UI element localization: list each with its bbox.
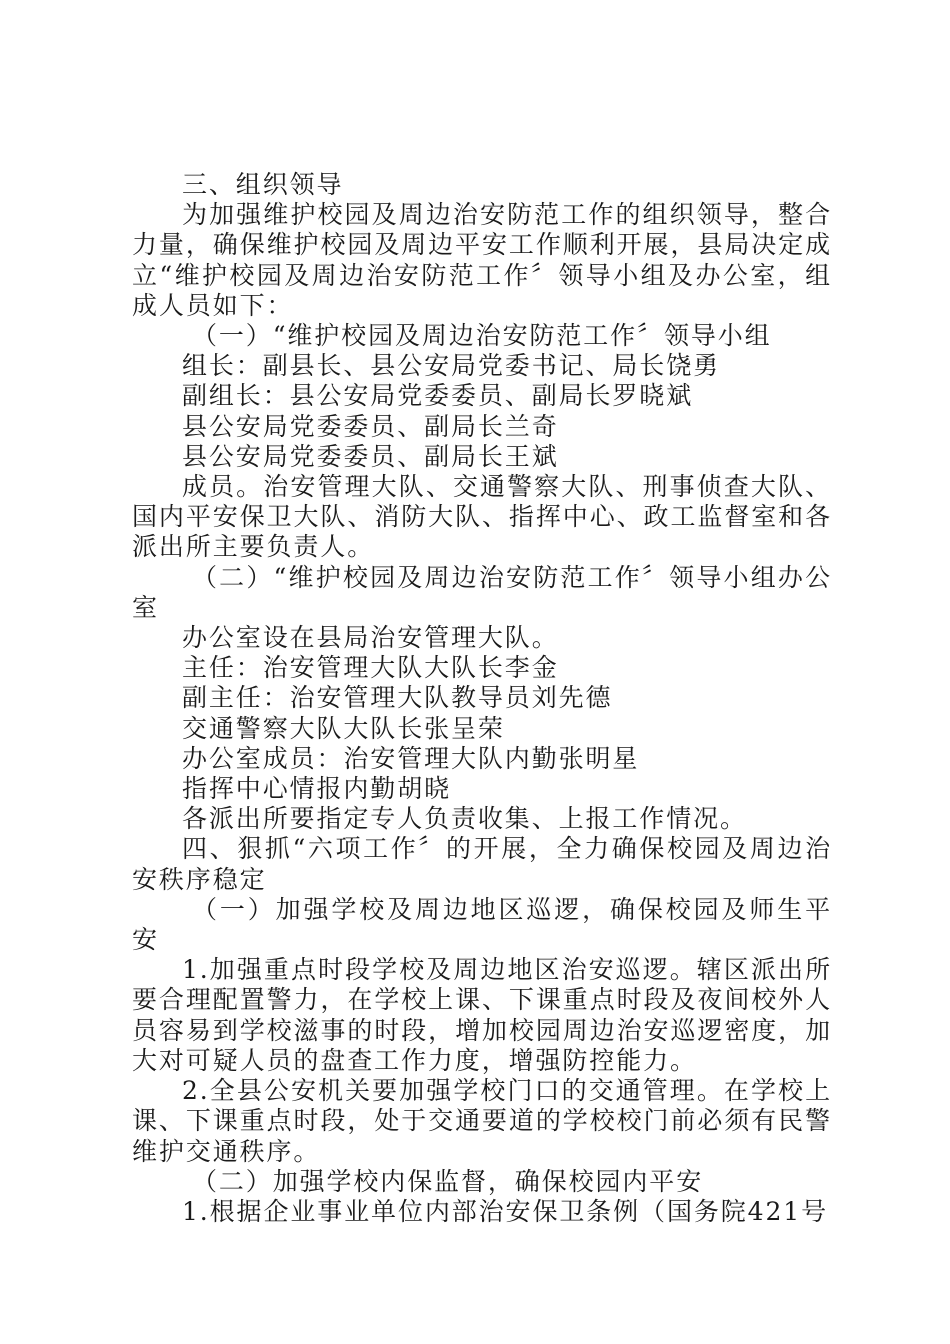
paragraph: 为加强维护校园及周边治安防范工作的组织领导，整合力量，确保维护校园及周边平安工作顺利开展，县局决定成立“维护校园及周边治安防范工作〞领导小组及办公室，组成人员如下： bbox=[132, 200, 832, 320]
paragraph: 2.全县公安机关要加强学校门口的交通管理。在学校上课、下课重点时段，处于交通要道的学校校门前必须有民警维护交通秩序。 bbox=[132, 1076, 832, 1166]
subsection-heading: （二）加强学校内保监督，确保校园内平安 bbox=[192, 1166, 704, 1196]
section-heading: 三、组织领导 bbox=[182, 170, 344, 199]
subsection-heading: （一）加强学校及周边地区巡逻，确保校园及师生平安 bbox=[132, 894, 832, 955]
paragraph: 主任：治安管理大队大队长李金 bbox=[182, 653, 559, 683]
paragraph: 县公安局党委委员、副局长兰奇 bbox=[182, 411, 559, 441]
paragraph: 1.根据企业事业单位内部治安保卫条例（国务院421号 bbox=[182, 1196, 828, 1226]
paragraph: 组长：副县长、县公安局党委书记、局长饶勇 bbox=[182, 351, 721, 381]
paragraph: 副主任：治安管理大队教导员刘先德 bbox=[182, 683, 613, 713]
subsection-heading: （一）“维护校园及周边治安防范工作〞领导小组 bbox=[192, 321, 772, 351]
paragraph: 指挥中心情报内勤胡晓 bbox=[182, 774, 452, 804]
section-heading: 四、狠抓“六项工作〞的开展，全力确保校园及周边治安秩序稳定 bbox=[132, 834, 832, 894]
paragraph: 办公室成员：治安管理大队内勤张明星 bbox=[182, 743, 640, 773]
document-body bbox=[132, 170, 832, 1227]
paragraph: 交通警察大队大队长张呈荣 bbox=[182, 713, 505, 743]
paragraph: 各派出所要指定专人负责收集、上报工作情况。 bbox=[182, 804, 747, 834]
paragraph: 1.加强重点时段学校及周边地区治安巡逻。辖区派出所要合理配置警力，在学校上课、下课重点时段及夜间校外人员容易到学校滋事的时段，增加校园周边治安巡逻密度，加大对可疑人员的盘查工作力度，增强防控能力。 bbox=[132, 955, 832, 1075]
paragraph: 成员。治安管理大队、交通警察大队、刑事侦查大队、国内平安保卫大队、消防大队、指挥中心、政工监督室和各派出所主要负责人。 bbox=[132, 472, 832, 562]
paragraph: 县公安局党委委员、副局长王斌 bbox=[182, 441, 559, 471]
paragraph: 办公室设在县局治安管理大队。 bbox=[182, 623, 559, 653]
subsection-heading: （二）“维护校园及周边治安防范工作〞领导小组办公室 bbox=[132, 562, 832, 622]
paragraph: 副组长：县公安局党委委员、副局长罗晓斌 bbox=[182, 381, 694, 411]
